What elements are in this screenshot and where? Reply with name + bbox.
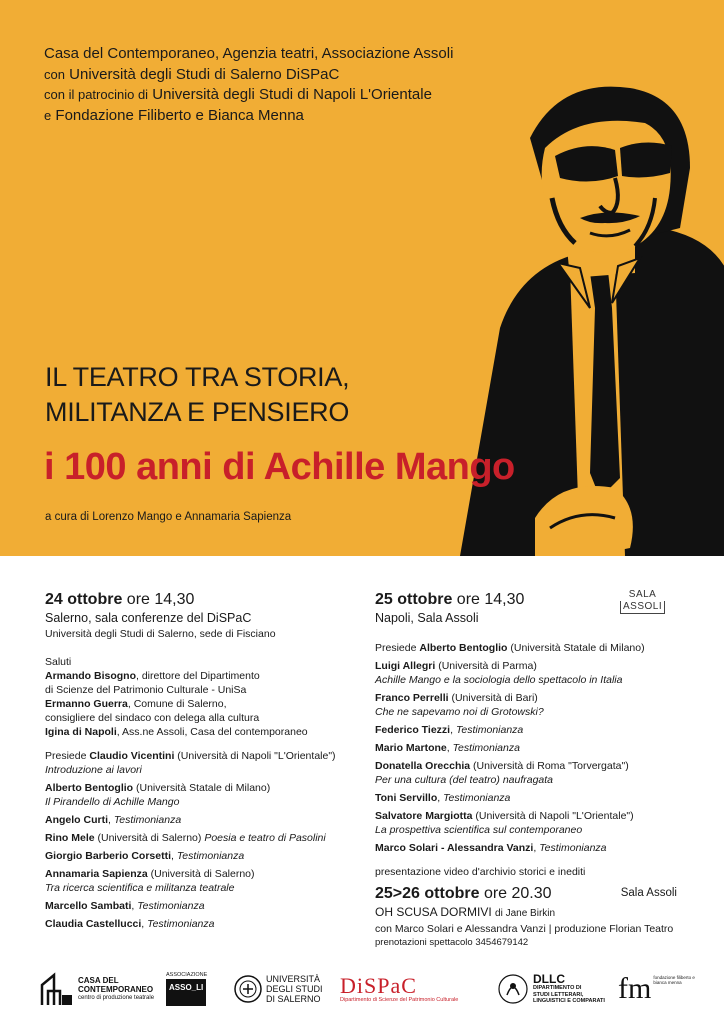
- day2-speaker: Salvatore Margiotta (Università di Napoli "L'Orientale"): [375, 810, 634, 822]
- video-note: presentazione video d'archivio storici e inediti: [375, 866, 586, 878]
- day2-speaker: Mario Martone, Testimonianza: [375, 742, 520, 754]
- show-venue: Sala Assoli: [620, 887, 677, 899]
- day1-place-detail: Università degli Studi di Salerno, sede di Fisciano: [45, 628, 276, 640]
- casa-contemporaneo-logo: CASA DEL CONTEMPORANEO centro di produzione teatrale: [40, 966, 154, 1012]
- day2-speaker: Toni Servillo, Testimonianza: [375, 792, 511, 804]
- day1-speaker: Claudia Castellucci, Testimonianza: [45, 918, 215, 930]
- day2-speaker: Federico Tiezzi, Testimonianza: [375, 724, 524, 736]
- day2-program: 25 ottobre ore 14,30 Napoli, Sala Assoli Presiede Alberto Bentoglio (Università Statale di Milano) Luigi Allegri (Università di Parma) Achille Mango e la sociologia dello spettacolo in Italia Franco Perrelli (Università di Bari) Che ne sapevamo noi di Grotowski? Federico Tiezzi, Testimonianza Mario Martone, Testimonianza Donatella Orecchia (Università di Roma "Torvergata") Per una cultura (del teatro) naufragata Toni Servillo, Testimonianza Salvatore Margiotta (Università di Napoli "L'Orientale") La prospettiva scientifica sul contemporaneo Marco Solari - Alessandra Vanzi, Testimonianza presentazione video d'archivio storici e inediti: [375, 590, 705, 879]
- show-date: 25>26 ottobre ore 20.30: [375, 885, 552, 902]
- day1-speaker: Annamaria Sapienza (Università di Salerno): [45, 868, 255, 880]
- day1-speaker: Angelo Curti, Testimonianza: [45, 814, 182, 826]
- day1-speaker: Alberto Bentoglio (Università Statale di Milano): [45, 782, 271, 794]
- subtitle: i 100 anni di Achille Mango: [44, 446, 515, 488]
- show-booking: prenotazioni spettacolo 3454679142: [375, 937, 529, 948]
- saluti-label: Saluti: [45, 656, 72, 668]
- day1-chair: Presiede Claudio Vicentini (Università di Napoli "L'Orientale"): [45, 750, 336, 762]
- day1-program: 24 ottobre ore 14,30 Salerno, sala conferenze del DiSPaC Università degli Studi di Salerno, sede di Fisciano Saluti Armando Bisogno, direttore del Dipartimento di Scienze del Patrimonio Culturale - UniSa Ermanno Guerra, Comune di Salerno, consigliere del sindaco con delega alla cultura Igina di Napoli, Ass.ne Assoli, Casa del contemporaneo Presiede Claudio Vicentini (Università di Napoli "L'Orientale") Introduzione ai lavori Alberto Bentoglio (Università Statale di Milano) Il Pirandello di Achille Mango Angelo Curti, Testimonianza Rino Mele (Università di Salerno) Poesia e teatro di Pasolini Giorgio Barberio Corsetti, Testimonianza Annamaria Sapienza (Università di Salerno) Tra ricerca scientifica e militanza teatrale Marcello Sambati, Testimonianza Claudia Castellucci, Testimonianza: [45, 590, 345, 931]
- organizers-line-1: Casa del Contemporaneo, Agenzia teatri, Associazione Assoli: [44, 45, 454, 62]
- day1-speaker: Marcello Sambati, Testimonianza: [45, 900, 205, 912]
- show-event: [375, 884, 705, 950]
- day2-speaker: Donatella Orecchia (Università di Roma "Torvergata"): [375, 760, 629, 772]
- show-title: OH SCUSA DORMIVI di Jane Birkin: [375, 905, 556, 919]
- day2-speaker: Marco Solari - Alessandra Vanzi, Testimonianza: [375, 842, 607, 854]
- show-credits: con Marco Solari e Alessandra Vanzi | produzione Florian Teatro: [375, 923, 674, 935]
- day1-place: Salerno, sala conferenze del DiSPaC: [45, 611, 252, 625]
- orientale-seal-icon: [498, 973, 528, 1005]
- curators: a cura di Lorenzo Mango e Annamaria Sapienza: [45, 511, 292, 523]
- dispac-logo: DiSPaC Dipartimento di Scienze del Patrimonio Culturale: [340, 973, 459, 1003]
- organizer-orientale: Università degli Studi di Napoli L'Orientale: [152, 86, 432, 103]
- day1-speaker: Giorgio Barberio Corsetti, Testimonianza: [45, 850, 245, 862]
- university-seal-icon: [234, 975, 262, 1003]
- organizer-unisa: Università degli Studi di Salerno DiSPaC: [69, 65, 340, 83]
- fm-logo: fm fondazione filiberto e bianca menna: [618, 972, 695, 1005]
- assoli-logo: ASSOCIAZIONE ASSO_LI: [166, 966, 207, 1012]
- day2-place: Napoli, Sala Assoli: [375, 611, 479, 625]
- unisa-logo: UNIVERSITÀ DEGLI STUDI DI SALERNO: [234, 966, 323, 1012]
- main-title: IL TEATRO TRA STORIA, MILITANZA E PENSIERO: [45, 362, 350, 427]
- day1-speaker: Rino Mele (Università di Salerno) Poesia e teatro di Pasolini: [45, 832, 326, 844]
- organizers-block: Casa del Contemporaneo, Agenzia teatri, Associazione Assoli con Università degli Studi di Salerno DiSPaC con il patrocinio di Università degli Studi di Napoli L'Orientale e Fondazione Filiberto e Bianca Menna: [44, 45, 454, 124]
- day2-speaker: Luigi Allegri (Università di Parma): [375, 660, 537, 672]
- day2-speaker: Franco Perrelli (Università di Bari): [375, 692, 538, 704]
- organizer-menna: Fondazione Filiberto e Bianca Menna: [55, 106, 304, 124]
- dllc-logo: DLLC DIPARTIMENTO DI STUDI LETTERARI, LINGUISTICI E COMPARATI: [498, 966, 605, 1012]
- day1-date: 24 ottobre ore 14,30: [45, 591, 195, 608]
- sala-assoli-badge: SALA ASSOLI: [620, 589, 665, 614]
- day2-chair: Presiede Alberto Bentoglio (Università Statale di Milano): [375, 642, 645, 654]
- house-icon: [40, 971, 74, 1007]
- day2-date: 25 ottobre ore 14,30: [375, 591, 525, 608]
- sponsor-logos: [0, 966, 724, 1016]
